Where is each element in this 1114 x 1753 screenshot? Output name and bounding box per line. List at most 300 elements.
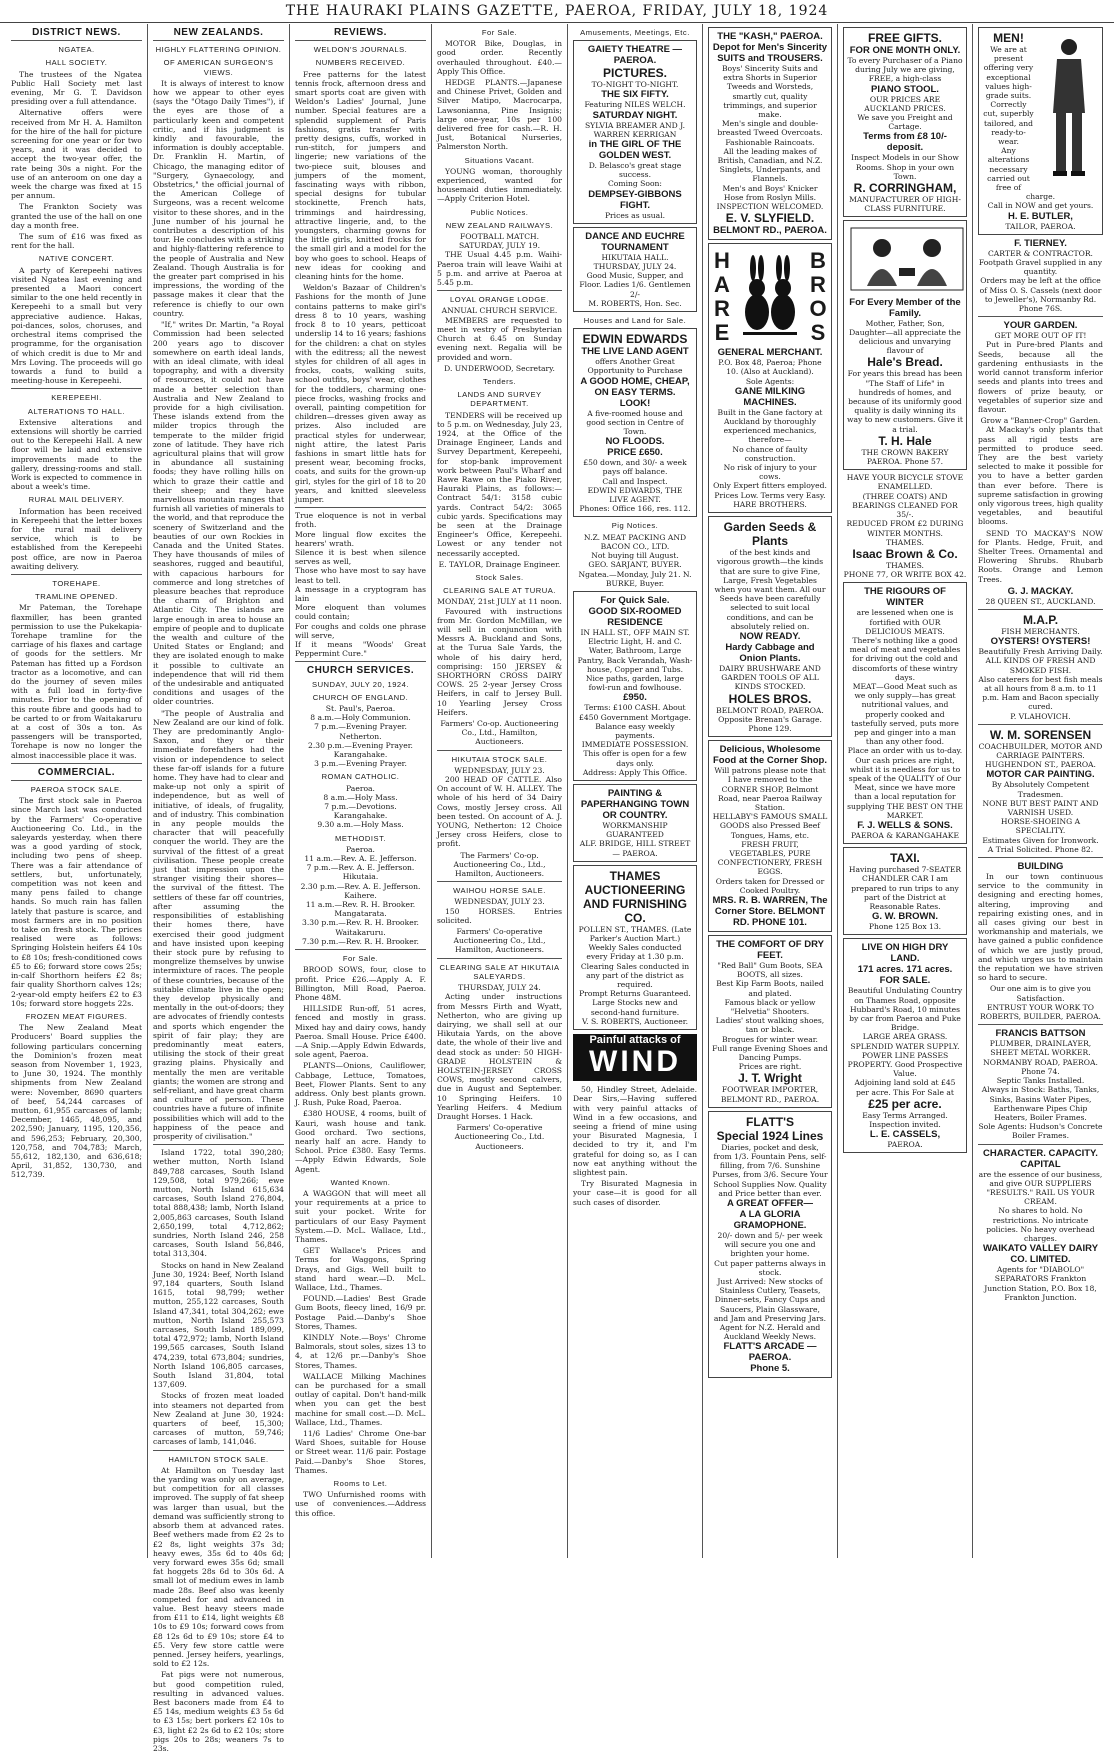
ad-line: MRS. R. B. WARREN, The Corner Store. BELMONT RD. PHONE 101. [712, 894, 828, 928]
ad-line: Good Music, Supper, and Floor. Ladies 1/6. Gentlemen 2/- [579, 271, 691, 299]
service-line: Hikutaia. [342, 872, 379, 882]
ad-line: T. H. Hale [878, 433, 932, 448]
ad-line: Sole Agents: [745, 376, 795, 386]
ad-title: F. TIERNEY. [1014, 237, 1067, 249]
ad-line: SYLVIA BREAMER AND J. WARREN KERRIGAN [584, 120, 685, 139]
ad-line: HOLES BROS. [728, 691, 812, 706]
ad-line: This offer is open for a few days only. [583, 749, 687, 768]
column-amusements [568, 24, 703, 1558]
notice-title: NEW ZEALAND RAILWAYS. [445, 220, 554, 230]
land-sale-ad [843, 938, 967, 1153]
notice-subtitle: ANNUAL CHURCH SERVICE. [441, 306, 558, 316]
classified-ad: HEDGE PLANTS.—Japanese and Chinese Privet, Golden and Silver Matipo, Macrocarpa, Lawsonianna, Pine Insignis; large one-year, 10s per 100 delivered free for cash.—R. H. Just, Botanical Nurseries, Palmerston North. [437, 78, 562, 152]
ad-line: DEMPSEY-GIBBONS FIGHT. [588, 188, 682, 211]
ad-line: Coming Soon: [608, 179, 662, 189]
ad-line: Call and Inspect. [602, 476, 668, 486]
ad-line: N.Z. MEAT PACKING AND BACON CO., LTD. [583, 532, 687, 551]
paragraph: Fat pigs were not numerous, but good competition ruled, resulting in advanced values. Best baconers made from £4 to £5 14s, medium weights £3 5s 6d to £3 15s; bert porkers £2 10s to £3, light £2 2s 6d to £2 10s; store pigs 20s to 28s; weaners 7s to 23s. [153, 1670, 284, 1753]
verse-line: More eloquent than volumes could contain; [295, 603, 426, 622]
ad-subtitle: FOR ONE MONTH ONLY. [849, 45, 961, 56]
ad-line: There's nothing like a good meal of meat and vegetables for driving out the cold and discomforts of these wintry days. [849, 635, 961, 682]
ad-line: Phone 5. [750, 1363, 790, 1375]
notice-body: Acting under instructions from Messrs Firth and Wyatt, Netherton, who are giving up dairying, we shall sell at our Hikutaia Yards, on the above date, the whole of their live and dead stock as under: 50 HIGH-GRADE HOLSTEIN & HOLSTEIN-JERSEY CROSS COWS, mostly second calvers, due in August and September. 10 Springing Heifers. 10 Yearling Heifers. 4 Medium Draught Horses. 1 Hack. [437, 992, 562, 1121]
ad-line: TAILOR, PAEROA. [1005, 221, 1076, 231]
classified-ad: BROOD SOWS, four, close to profit. Price £26.—Apply A. F. Billington, Mill Road, Paeroa. Phone 48M. [295, 965, 426, 1002]
ad-title: GAIETY THEATRE — PAEROA. [587, 44, 683, 67]
paragraph: "The people of Australia and New Zealand are our kind of folk. They are predominantly Anglo-Saxon, and they or their immediate forefathers had the vision or independence to select these far-off islands for a future home. They have had to clear and make-up not only a spirit of independence, but as well of initiative, of ideals, of frugality, and of industry. This combination in any people moulds the character that will peacefully conquer the world. They are the survival of the fittest of a great civilisation. These people create just that impression upon the stranger visiting their shores—the survival of the fittest. The settlers of these far off countries, after assuming the responsibilities of establishing their homes there, have exercised their good judgment and have insisted upon keeping their stock pure by refusing to mongrelize themselves by unwise intermixture of races. The people of these countries, because of the suitable climate live in the open; they develop physically and mentally in the out-of-doors; they are advocates of friendly contests and sports which engender the spirit of fair play; they are predominantly meat eaters, utilising the stock of their great grazing plains. Physically and mentally the men are veritable giants; the women are strong and self-reliant, and have great charm and culture of person. These countries have a future of infinite possibilities which will add to the happiness of the peace and prosperity of civilisation." [153, 708, 284, 1141]
classified-heading: Tenders. [482, 376, 517, 386]
ad-line: Any alterations necessary carried out free of charge. [987, 146, 1056, 202]
verse-line: If it means "Woods' Great Peppermint Cure." [295, 640, 426, 659]
ad-line: P.O. Box 48, Paeroa; Phone 10. (Also at Auckland). [718, 358, 822, 377]
ad-line: Men's single and double-breasted Tweed Overcoats. Fashionable Raincoats. [717, 119, 823, 147]
ad-line: of the best kinds and vigorous growth—the kinds that are sure to give Fine, Large, Fresh Vegetables when you want them. All our Seeds have been carefully selected to suit local conditions, and can be absolutely relied on. [714, 548, 826, 631]
ad-title: TAXI. [890, 851, 920, 866]
ad-line: G. J. MACKAY. [1007, 585, 1074, 597]
quick-sale-ad [573, 591, 697, 781]
paragraph: The New Zealand Meat Producers' Board supplies the following particulars concerning the Dominion's frozen meat season from November 1, 1923, to June 30, 1924. The monthly shipments from New Zealand were: November, 8690 quarters of beef, 54,244 carcases of mutton, 61,955 carcases of lamb; December, 1465, 48,095, and 202,590; January, 1195, 120,356, and 596,253; February, 20,300, 120,758, and 704,783; March, 55,612, 182,130, and 636,618; April, 31,852, 130,730, and 512,739. [11, 1023, 142, 1180]
service-date: SUNDAY, JULY 20, 1924. [312, 679, 409, 689]
paragraph: Mr Pateman, the Torehape flaxmiller, has been granted permission to use the Pukekapia-Torehape tramline for the carriage of his flaxes and cartage of goods for the settlers. Mr Pateman has fitted up a Fordson tractor as a locomotive, and can do the journey of seven miles with a full load in forty-five minutes. Prior to the opening of this route fibre and goods had to be carted to or from Waitakaruru at a cost of 30s a ton. As passengers will be transported, Torehape is now no longer the almost inaccessible place it was. [11, 603, 142, 760]
ad-line: 171 acres. 171 acres. [857, 964, 953, 976]
ad-title: FRANCIS BATTSON [995, 1028, 1086, 1040]
column-merchants [703, 24, 838, 1558]
ad-title: EDWIN EDWARDS [582, 332, 688, 347]
ad-line: Prices Low. Terms very Easy. [714, 490, 826, 500]
service-line: Waitakaruru. [335, 927, 386, 937]
ad-line: THURSDAY, JULY 24. [593, 262, 677, 272]
classified-heading: For Sale. [481, 28, 518, 37]
service-line: Paeroa. [346, 844, 375, 854]
free-gifts-ad [843, 27, 967, 217]
notice-date: THURSDAY, JULY 24. [458, 983, 541, 993]
service-line: 3 p.m.—Evening Prayer. [314, 759, 407, 769]
ad-line: Prices are right. [738, 1062, 802, 1072]
paragraph: Island 1722, total 390,280; wether mutton, North Island 849,788 carcases, South Island 129,508, total 979,266; ewe mutton, North Island 615,634 carcases, South Island 276,804, total 888,438; lamb, North Island 2,005,863 carcases, South Island 2,650,199, total 4,712,862; sundries, North Island 246, 258 carcases, South Island 56,846, total 313,304. [153, 1148, 284, 1259]
notice-body: 200 HEAD OF CATTLE. Also On account of W. H. ALLEY. The whole of his herd of 34 Dairy Cows, mostly Jersey cross. All been tested. On account of A. J. YOUNG, Netherton: 12 Choice Jersey cross Heifers, close to profit. [437, 775, 562, 849]
ad-line: WAIKATO VALLEY DAIRY CO. LIMITED. [982, 1243, 1099, 1266]
ad-line: Phone 125 Box 13. [868, 922, 942, 932]
ad-line: A five-roomed house and good section in Centre of Town. [586, 408, 684, 437]
ad-line: A GREAT OFFER— [726, 1198, 814, 1210]
ad-line: Diaries, pocket and desk, from 1/3. Fountain Pens, self-filling, from 7/6. Sunshine Purses, from 3/6. Secure Your School Supplies Now. Quality and Price better than ever. [712, 1142, 828, 1198]
ad-headline: PICTURES. [602, 66, 667, 81]
notice-date: SATURDAY, JULY 19. [458, 241, 541, 251]
classified-heading: Houses and Land for Sale. [583, 316, 687, 326]
ad-line: £50 down, and 30/- a week pays off balance. [583, 458, 687, 477]
notice-title: CLEARING SALE AT HIKUTAIA SALEYARDS. [439, 962, 560, 981]
ad-line: are lessened when one is fortified with OUR DELICIOUS MEATS. [856, 608, 954, 636]
ad-line: Our one aim is to give you Satisfaction. [989, 984, 1092, 1003]
paragraph: The sum of £16 was fixed as rent for the hall. [11, 232, 142, 251]
ad-line: "Red Ball" Gum Boots, SEA BOOTS, all sizes. [717, 960, 823, 980]
ad-line: INSPECTION WELCOMED. [716, 202, 824, 212]
ad-title: For Every Member of the Family. [849, 296, 961, 319]
ad-title: FREE GIFTS. [867, 31, 942, 45]
service-line: St. Paul's, Paeroa. [325, 704, 396, 714]
paragraph: "If," writes Dr. Martin, "a Royal Commission had been selected 200 years ago to discover somewhere on earth ideal lands, with an ideal climate, with ideal topography, and with a diversity of resources, it could not have made a better selection than Australia and New Zealand to provide for a high civilisation. These islands extend from the milder tropics through the temperate to the milder frigid zone of latitude. They have rich agricultural plains that will grow in abundance all sustaining foods; they have rolling hills on which to graze their cattle and their sheep; and they have marvellous mountain ranges that furnish all varieties of minerals to the world, and that reproduce the scenery of Switzerland and the beauties of our own Rockies in Canada and the United States. They have thousands of miles of seashores, rugged and beautiful, with capacious harbours for commerce and long stretches of pleasure beaches that reproduce the charm of Brighton and Atlantic City. The islands are large enough in area to house an empire of people and to duplicate the wealth and culture of the United States or England; and they are isolated enough to make it possible to cultivate an independence that will rid them of the undesirable and antiquated conditions and usages of the older countries. [153, 320, 284, 707]
subheading: FROZEN MEAT FIGURES. [25, 1011, 128, 1021]
column-new-zealands [148, 24, 290, 1753]
ad-line: A GOOD HOME, CHEAP, ON EASY TERMS. [580, 375, 690, 398]
ad-line: £25 per acre. [868, 1096, 942, 1111]
ad-line: FOOTWEAR IMPORTER, BELMONT RD., PAEROA. [720, 1085, 820, 1104]
masthead: THE HAURAKI PLAINS GAZETTE, PAEROA, FRIDAY, JULY 18, 1924 [0, 0, 1114, 23]
ad-line: HAVE YOUR BICYCLE STOVE ENAMELLED. [846, 473, 964, 492]
ad-line: NO FLOODS. [605, 436, 665, 448]
ad-line: Featuring NILES WELCH. [584, 100, 686, 110]
notice-title: LOYAL ORANGE LODGE. [450, 295, 549, 305]
subheading: PAEROA STOCK SALE. [30, 785, 123, 795]
verse-line: True eloquence is not in verbal froth. [295, 511, 426, 530]
notice-signature: E. TAYLOR, Drainage Engineer. [438, 559, 561, 569]
classified-ad: TWO Unfurnished rooms with use of conveniences.—Address this office. [295, 1490, 426, 1518]
ad-line: EDWIN EDWARDS, THE LIVE AGENT. [587, 485, 683, 505]
service-line: Kaihere. [344, 890, 377, 900]
ad-line: 20/- down and 5/- per week will secure you one and brighten your home. [717, 1231, 823, 1259]
ad-line: GANE MILKING MACHINES. [734, 385, 806, 408]
denomination: CHURCH OF ENGLAND. [312, 692, 409, 702]
ad-line: M. ROBERTS, Hon. Sec. [588, 298, 682, 308]
classified-ad: FOUND.—Ladies' Best Grade Gum Boots, fleecy lined, 16/9 pr. Postage Paid.—Danby's Shoe Stores, Thames. [295, 1294, 426, 1331]
ad-line: D. Belasco's great stage success. [588, 161, 682, 180]
ad-line: Agent for N.Z. Herald and Auckland Weekly News. [719, 1323, 821, 1342]
service-line: 2.30 p.m.—Rev. A. E. Jefferson. [300, 881, 421, 891]
ad-line: ALL KINDS OF FRESH AND SMOKED FISH. [985, 656, 1096, 675]
notice-signature: D. UNDERWOOD, Secretary. [444, 363, 555, 373]
ad-line: MOTOR CAR PAINTING. [986, 769, 1095, 781]
paragraph: It is always of interest to know how we appear to other eyes (says the "Otago Daily Times"), if the eyes are those of a particularly keen and competent critic, and if his judgment is kindly and favourable, the information is doubly acceptable. Dr. Franklin H. Martin, of Chicago, the managing editor of "Surgery, Gynaecology, and Obstetrics," the official journal of the American College of Surgeons, was a recent welcome visitor to these shores, and in the June number of his journal he contributes a description of his tour. He concludes with a striking and highly-flattering reference to the people of Australia and New Zealand. Though Australia is for the greater part comprised in his impressions, the wording of the passage makes it clear that the reference is chiefly to our own country. [153, 78, 284, 318]
section-heading: CHURCH SERVICES. [306, 665, 415, 677]
subheading: OF AMERICAN SURGEON'S VIEWS. [163, 58, 274, 77]
section-heading: DISTRICT NEWS. [32, 27, 121, 38]
classified-ad: MOTOR Bike, Douglas, in good order. Recently overhauled throughout. £40.—Apply This Office. [437, 39, 562, 76]
subheading: TRAMLINE OPENED. [35, 592, 118, 602]
ad-line: COACHBUILDER, MOTOR AND CARRIAGE PAINTERS. HUGHENDON ST., PAEROA. [978, 741, 1103, 770]
classified-heading: Pig Notices. [611, 521, 659, 531]
classified-ad: GET Wallace's Prices and Terms for Waggons, Spring Drays, and Gigs. Well built to stand hard wear.—D. McL. Wallace, Ltd., Thames. [295, 1246, 426, 1292]
ad-line: £950. [623, 692, 647, 704]
ad-line: We save you Freight and Cartage. [857, 113, 953, 132]
ad-body: Try Bisurated Magnesia in your case—it is good for all such cases of disorder. [573, 1179, 697, 1207]
ad-line: Sole Agents: Hudson's Concrete Boiler Frames. [978, 1122, 1103, 1141]
notice-body: THE Usual 4.45 p.m. Waihi-Paeroa train will leave Waihi at 5 p.m. and arrive at Paeroa at 5.45 p.m. [437, 250, 562, 288]
ad-line: G. W. BROWN. [872, 911, 938, 923]
ad-title: THE COMFORT OF DRY FEET. [716, 938, 824, 961]
ad-line: Septic Tanks Installed. [996, 1076, 1085, 1086]
ad-line: ALF. BRIDGE, HILL STREET — PAEROA. [579, 839, 691, 858]
ad-line: Hale's Bread. [867, 355, 943, 370]
flatts-ad [708, 1111, 832, 1379]
ad-line: V. S. ROBERTS, Auctioneer. [582, 1016, 688, 1026]
ad-line: Place an order with us to-day. Our cash prices are right, whilst it is needless for us to speak of the QUALITY of Our Meat, since we have more than a local reputation for supplying THE BEST ON THE MARKET. [847, 746, 963, 820]
ad-line: P. VLAHOVICH. [1010, 711, 1071, 721]
ad-title: W. M. SORENSEN [989, 727, 1092, 742]
notice-date: WEDNESDAY, JULY 23. [454, 765, 545, 775]
ad-subtitle: Special 1924 Lines [716, 1128, 824, 1143]
ad-title: Isaac Brown & Co. [852, 546, 958, 561]
ad-line: FISH MERCHANTS. [1001, 626, 1080, 636]
ad-line: A LA GLORIA GRAMOPHONE. [733, 1209, 807, 1232]
ad-line: in THE GIRL OF THE GOLDEN WEST. [588, 139, 682, 162]
ad-line: Prompt Returns Guaranteed. [579, 989, 691, 999]
subheading: HIGHLY FLATTERING OPINION. [155, 45, 282, 55]
service-line: 8 a.m.—Holy Communion. [310, 713, 411, 723]
ad-line: BELMONT RD., PAEROA. [713, 225, 827, 237]
ad-title: FLATT'S [746, 1114, 794, 1129]
service-line: 11 a.m.—Rev. A. E. Jefferson. [304, 854, 417, 864]
ad-line: WORKMANSHIP GUARANTEED [602, 820, 668, 840]
classified-heading: Wanted Known. [330, 1177, 391, 1187]
holes-bros-ad [708, 516, 832, 737]
subheading: TOREHAPE. [52, 578, 101, 588]
ad-line: Weekly Sales conducted every Friday at 1.30 p.m. [586, 943, 684, 962]
ad-line: Call in NOW and get yours. [987, 201, 1094, 211]
ad-line: GOOD SIX-ROOMED RESIDENCE [588, 605, 682, 628]
ad-title: DANCE AND EUCHRE TOURNAMENT [585, 230, 685, 253]
paragraph: At Hamilton on Tuesday last the yarding was only on average, but competition for all classes improved. The supply of fat sheep was larger than usual, but the demand was sufficiently strong to absorb them at advanced rates. Beef wethers made from £2 2s to £2 8s, light weights 37s 3d; heavy ewes, 35s 6d to 40s 6d; very forward ewes 35s 6d; small fat hoggets 28s 6d to 30s 6d. A small lot of medium ewes in lamb made 28s. Beef also was keenly competed for and advanced in value. Best heavy steers made from £11 to £14, light weights £8 10s to £9 10s; forward cows from £8 12s 6d to £9 10s; store £4 to £5. Very few store cattle were penned. Jersey heifers, yearlings, sold to £2 12s. [153, 1465, 284, 1669]
ad-line: Just Arrived: New stocks of Stainless Cutlery, Teasets, Dinner-sets, Fancy Cups and Saucers, Plain Glassware, and Jam and Preserving Jars. [713, 1277, 827, 1323]
ad-line: OYSTERS! OYSTERS! [990, 636, 1091, 648]
ad-line: By Absolutely Competent Tradesmen. [991, 780, 1090, 799]
classified-ad: PLANTS—Onions, Cauliflower, Cabbage, Lettuce, Tomatoes, Beet, Flower Plants. Sent to any address. Only best plants grown. J. Rush, Puke Road, Paeroa. [295, 1061, 426, 1108]
ad-title: For Quick Sale. [600, 594, 670, 606]
ad-line: Brogues for winter wear. [722, 1034, 818, 1044]
ad-line: Will patrons please note that I have removed to the CORNER SHOP, Belmont Road, near Paeroa Railway Station. [714, 766, 826, 812]
notice-body: Favoured with instructions from Mr. Gordon McMillan, we will sell in conjunction with Messrs A. Buckland and Sons, at the Turua Sale Yards, the whole of his dairy herd, comprising: 150 JERSEY & SHORTHORN CROSS DAIRY COWS. 25 2-year Jersey Cross Heifers, in calf to Jersey Bull. 10 Yearling Jersey Cross Heifers. [437, 606, 562, 717]
notice-title: HIKUTAIA STOCK SALE. [451, 754, 548, 764]
ad-line: Terms: £100 CASH. About £450 Government Mortgage. Balance easy weekly payments. [579, 703, 691, 740]
ad-line: FRESH FRUIT, VEGETABLES, PURE CONFECTIONERY, FRESH EGGS. [717, 839, 823, 877]
classified-ad: 11/6 Ladies' Chrome One-bar Ward Shoes, suitable for House or Street wear. 11/6 pair. Postage Paid.—Danby's Shoe Stores, Thames. [295, 1429, 426, 1475]
ad-title: PAINTING & PAPERHANGING TOWN OR COUNTRY. [580, 787, 690, 821]
notice-date: WEDNESDAY, JULY 23. [454, 897, 545, 907]
service-line: 7 p.m.—Devotions. [324, 802, 397, 812]
notice-signature: Farmers' Co-operative Auctioneering Co., Ltd. Auctioneers. [454, 1123, 545, 1151]
service-line: 7.30 p.m.—Rev. R. H. Brooker. [302, 936, 419, 946]
ad-line: Adjoining land sold at £45 per acre. This For Sale at [854, 1078, 956, 1097]
kash-ad [708, 27, 832, 240]
notice-body: TENDERS will be received up to 5 p.m. on Wednesday, July 23, 1924, at the Office of the Drainage Engineer, Lands and Survey Department, Kerepeehi, for stop-bank improvement work between Paul's Wharf and Rawe Rawe on the Piako River, Hauraki Plains, as follows:— Contract 54/1: 3158 cubic yards. Contract 54/2: 3065 cubic yards. Specifications may be seen at the Drainage Engineer's Office, Kerepeehi. Lowest or any tender not necessarily accepted. [437, 410, 562, 558]
gentleman-illustration [1039, 33, 1099, 183]
ad-line: Terms from £8 10/- deposit. [863, 131, 947, 154]
painting-ad [573, 784, 697, 862]
ad-line: Address: Apply This Office. [582, 767, 688, 777]
ad-line: Large Stocks new and second-hand furniture. [590, 998, 680, 1017]
ad-line: MANUFACTURER OF HIGH-CLASS FURNITURE. [849, 195, 961, 214]
ad-line: HIKUTAIA HALL. [601, 252, 669, 262]
ad-line: J. T. Wright [738, 1071, 802, 1086]
verse-line: Silence it is best when silence serves as well, [295, 547, 426, 567]
paragraph: Alternative offers were received from Mr H. A. Hamilton for the hire of the hall for picture screening for one year or for two years, and it was decided to accept the two-year offer, the rate being 30s a night. For the use of an anteroom on one day a week the charge was fixed at 15 per annum. [11, 108, 142, 201]
ad-line: Prices as usual. [604, 210, 666, 220]
notice-date: MONDAY, 21st JULY at 11 noon. [437, 597, 562, 607]
column-district-news [6, 24, 148, 1558]
ad-subtitle: Depot for Men's Sincerity SUITS and TROUSERS. [712, 42, 828, 64]
notice-title: LANDS AND SURVEY DEPARTMENT. [457, 390, 542, 409]
section-heading: REVIEWS. [334, 27, 387, 38]
ad-line: GENERAL MERCHANT. [717, 347, 823, 359]
ad-line: H. E. BUTLER, [1008, 210, 1073, 222]
service-line: 8 a.m.—Holy Mass. [323, 792, 398, 802]
paragraph: The trustees of the Ngatea Public Hall Society met last evening, Mr G. T. Davidson presiding over a full attendance. [11, 69, 142, 107]
ad-title: YOUR GARDEN. [1003, 320, 1078, 332]
ad-body: At Mackay's only plants that pass all rigid tests are permitted to produce seed. They are the best variety selected to make it possible for you to have a better garden than ever before. There is supreme satisfaction in growing only vigorous trees, high quality vegetables, and beautiful blooms. [978, 425, 1103, 527]
ad-line: SATURDAY NIGHT. [592, 109, 678, 121]
subheading: NUMBERS RECEIVED. [315, 58, 406, 68]
hare-bros-ad [708, 243, 832, 513]
subheading: HALL SOCIETY. [45, 58, 108, 68]
notice-signature: The Farmers' Co-op. Auctioneering Co., Ltd., Hamilton, Auctioneers. [453, 850, 546, 879]
ad-line: CARTER & CONTRACTOR. [988, 248, 1093, 258]
notice-signature: Farmers' Co-operative Auctioneering Co., Ltd., Hamilton, Auctioneers. [453, 927, 546, 955]
column-classifieds [432, 24, 568, 1558]
ad-line: Ladies' stout walking shoes, tan or black. [715, 1016, 825, 1035]
ad-line: L. E. CASSELS, [869, 1129, 941, 1141]
ad-line: THAMES. [886, 560, 924, 570]
ad-line: Boys' Sincerity Suits and extra Shorts in Superior Tweeds and Worsteds, smartly cut, quality trimmings, and superior make. [721, 64, 819, 120]
ad-line: Best Kip Farm Boots, nailed and plated. [716, 979, 824, 998]
ad-line: Also caterers for best fish meals at all hours from 8 a.m. to 11 p.m. Ham and Bacon specially cured. [978, 674, 1103, 712]
ad-line: Orders may be left at the office of Miss O. S. Cassels (next door to Jeweller's), Normanby Rd. Phone 76S. [979, 276, 1102, 314]
ad-line: Footpath Gravel supplied in any quantity. [978, 258, 1103, 277]
ad-line: DAIRY BRUSHWARE AND GARDEN TOOLS OF ALL KINDS STOCKED. [719, 663, 821, 692]
paragraph: Information has been received in Kerepeehi that the letter boxes for the rural mail delivery service, which is to be established from the Kerepeehi post office, are now in Paeroa awaiting delivery. [11, 506, 142, 571]
ad-line: Ngatea.—Monday, July 21. N. BURKE, Buyer. [578, 569, 692, 588]
ad-body: Put in Pure-bred Plants and Seeds, because all the gardening enthusiasts in the world cannot transform inferior seeds and plants into trees and flowers of prize beauty, or vegetables of superior size and flavour. [978, 340, 1103, 414]
ad-line: Orders taken for Dressed or Cooked Poultry. [715, 876, 825, 895]
ad-line: We are at present offering very exceptional values high-grade suits. [983, 45, 1034, 101]
subheading: KEREPEEHI. [51, 393, 102, 403]
ad-line: Cut paper patterns always in stock. [714, 1258, 826, 1277]
classified-ad: KINDLY Note.—Boys' Chrome Balmorals, stout soles, sizes 13 to 4, at 12/6 pr.—Danby's Shoe Stores, Thames. [295, 1333, 426, 1370]
paragraph: Weldon's Bazaar of Children's Fashions for the month of June contains patterns to make girl's dress 8 to 10 years, washing frock 8 to 10 years, petticoat underslip 14 to 16 years; fashions for the children: a chat on styles with the editress; all the newest styles for children of all ages in frocks, coats, walking suits, school outfits, boys' wear, clothes for the toddlers, charming one-piece frocks, washing frocks and overall, painting competition for children—dresses given away as prizes. Also included are practical styles for underwear, night attire, the latest Paris fashions in smart little hats for present wear, becoming frocks, coats, and suits for the grown-up girl, styles for the girl of 18 to 20 years, and knitted sleeveless jumper. [295, 283, 426, 504]
subheading: RURAL MAIL DELIVERY. [28, 495, 125, 505]
ad-line: No chance of faulty construction. [732, 444, 808, 463]
thames-auction-ad [573, 865, 697, 1030]
hare-vertical-word: HARE [714, 248, 730, 346]
column-tradesmen [973, 24, 1108, 1558]
ad-title: THE RIGOURS OF WINTER [864, 586, 946, 609]
ad-line: Only Expert fitters employed. [713, 481, 827, 491]
classified-ad: WALLACE Milking Machines can be purchased for a small outlay of capital. Don't hand-milk when you can get the best machine for small cost.—D. McL. Wallace, Ltd., Thames. [295, 1371, 426, 1427]
ad-line: Electric Light, H. and C. Water, Bathroom, Large Pantry, Back Verandah, Wash-house, Copper and Tubs. Nice paths, garden, large fowl-run and fowlhouse. [577, 637, 693, 693]
ad-line: PAEROA & KARANGAHAKE [850, 830, 960, 840]
butler-tailor-ad [978, 27, 1103, 235]
service-line: Mangatarata. [334, 909, 387, 919]
ad-line: Mother, Father, Son, Daughter—all appreciate the delicious and unvarying flavour of [849, 318, 961, 356]
ad-line: Not buying till August. [591, 551, 679, 561]
ad-line: REDUCED FROM £2 DURING WINTER MONTHS. [846, 519, 964, 538]
ad-line: BELMONT ROAD, PAEROA. Opposite Brenan's Garage. Phone 129. [716, 705, 824, 733]
ad-line: ENTRUST YOUR WORK TO ROBERTS, BUILDER, PAEROA. [980, 1002, 1101, 1022]
ad-line: LARGE AREA GRASS. SPLENDID WATER SUPPLY. POWER LINE PASSES PROPERTY. Good Prospective Value. [847, 1032, 963, 1079]
classified-ad: HILLSIDE Run-off, 51 acres, fenced and mostly in grass. Mixed hay and dairy cows, handy Paeroa. Small House. Price £400.—A Snip.—Apply Edwin Edwards, sole agent, Paeroa. [295, 1004, 426, 1060]
ad-line: Having purchased 7-SEATER CHANDLER CAR I am prepared to run trips to any part of the District at Reasonable Rates. [848, 865, 962, 911]
subheading: ALTERATIONS TO HALL. [27, 406, 126, 416]
family-illustration [847, 224, 967, 294]
subheading: NGATEA. [58, 45, 95, 55]
notice-body: 150 HORSES. Entries solicited. [437, 906, 562, 925]
column-reviews [290, 24, 432, 1558]
ad-body: In our town continuous service to the community in designing and erecting homes, altering, improving and repairing existing ones, and in all cases giving our best in workmanship and materials, we have gained a public confidence of which we are justly proud, and which urges us to maintain the reputation we have striven so hard to secure. [978, 872, 1103, 983]
ad-line: Clearing Sales conducted in any part of the district as required. [580, 961, 690, 989]
ad-line: F. J. WELLS & SONS. [857, 819, 953, 831]
classified-ad: £380 HOUSE, 4 rooms, built of Kauri, wash house and tank. Good orchard. Two sections, nearly half an acre. Handy to School. Price £380. Easy Terms.—Apply Edwin Edwards, Sole Agent. [295, 1109, 426, 1174]
service-line: 2.30 p.m.—Evening Prayer. [308, 740, 413, 750]
ad-line: OUR PRICES ARE AUCKLAND PRICES. [864, 94, 946, 113]
ad-body: 50, Hindley Street, Adelaide. Dear Sirs,—Having suffered with very painful attacks of Wind in a few occasions, and seeing a friend of mine using your Bisurated Magnesia, I decided to try it, and I'm grateful for doing so, as I can now eat anything without the slightest pain. [573, 1085, 697, 1178]
ad-line: Estimates Given for Ironwork. [982, 835, 1099, 845]
ad-line: Easy Terms Arranged. [862, 1110, 948, 1120]
ad-line: R. CORRINGHAM, [853, 181, 957, 196]
paragraph: Extensive alterations and extensions will shortly be carried out to the Kerepeehi Hall. A new floor will be laid and extensive improvements made to the gallery, dressing-rooms and stall. Work is expected to commence in about a week's time. [11, 417, 142, 492]
ad-line: For years this bread has been "The Staff of Life" in hundreds of homes, and because of its uniformly good quality is daily winning its way to new customers. Give it a trial. [847, 369, 963, 434]
ad-line: Beautiful Undulating Country on Thames Road, opposite Hubbard's Road, 10 minutes by car from Paeroa and Puke Bridge. [847, 986, 963, 1033]
notice-subtitle: FOOTBALL MATCH. [459, 232, 540, 242]
classified-heading: Situations Vacant. [464, 155, 535, 165]
wind-remedy-ad [573, 1034, 697, 1081]
ad-line: All the leading makes of British, Canadian, and N.Z. Singlets, Underpants, and Flannels. [717, 146, 823, 184]
ad-line: offers Another Great Opportunity to Purchase [587, 357, 683, 376]
ad-line: NONE BUT BEST PAINT AND VARNISH USED. [982, 798, 1099, 818]
verse-line: A message in a cryptogram has lain [295, 584, 426, 603]
notice-body: MEMBERS are requested to meet in vestry of Presbyterian Church at 6.45 on Sunday evening next. Regalia will be provided and worn. [437, 315, 562, 362]
ad-title: Delicious, Wholesome Food at the Corner Shop. [713, 744, 827, 767]
ad-line: IN HALL ST., OFF MAIN ST. [580, 627, 690, 637]
ad-line: are the essence of our business, and give OUR SUPPLIERS "RESULTS." RAIL US YOUR CREAM. [978, 1169, 1103, 1207]
column-shops [838, 24, 973, 1558]
paragraph: Free patterns for the latest tennis frock, afternoon dress and smart sports coat are given with Weldon's Ladies' Journal, June number. Special features are a splendid supplement of Paris fashions, gratis transfer with pretty designs, cuffs, worked in run-stitch, for jumpers and lingerie; new variations of the two-piece suit, blouses and jumpers of the moment, fascinating ways with ribbon, special designs for tubular stockinette, French hats, trimmings and hairdressing, attractive lingerie, and, to the youngsters, charming gowns for the little girls, knitted frocks for the small girl and a model for the boy who goes to school. Heaps of new ideas for cooking and cleaning hints for the home. [295, 69, 426, 282]
subheading: HAMILTON STOCK SALE. [168, 1454, 269, 1464]
ad-line: Full range Evening Shoes and Dancing Pumps. [712, 1043, 828, 1063]
taxi-ad [843, 847, 967, 935]
corner-shop-ad [708, 740, 832, 932]
ad-title: THAMES AUCTIONEERING AND FURNISHING CO. [583, 868, 687, 925]
ad-line: FOR SALE. [879, 975, 931, 987]
ad-line: THAMES. [886, 537, 924, 547]
section-heading: COMMERCIAL. [37, 766, 116, 778]
ad-title: THE "KASH," PAEROA. [717, 31, 823, 42]
ad-line: Grow a "Banner-Crop" Garden. [980, 416, 1101, 426]
notice-title: WAIHOU HORSE SALE. [453, 886, 546, 896]
ad-line: Always in Stock: Baths, Tanks, Sinks, Basins Water Pipes, Earthenware Pipes Chip Heaters, Boiler Frames. [981, 1085, 1100, 1122]
verse-line: For coughs and colds one phrase will serve, [295, 621, 426, 640]
ad-line: LOOK! [619, 397, 651, 409]
paragraph: The Frankton Society was granted the use of the hall on one day a month free. [11, 202, 142, 230]
ad-title: M.A.P. [1022, 612, 1059, 627]
ad-line: POLLEN ST., THAMES. (Late Parker's Auction Mart.) [578, 924, 692, 943]
classified-heading: Rooms to Let. [333, 1479, 388, 1489]
paragraph: The first stock sale in Paeroa since March last was conducted by the Farmers' Co-operative Auctioneering Co. Ltd., in the saleyards yesterday, when there was a good yarding of stock, including two pens of sheep. There was a fair attendance of settlers, but, unfortunately, competition was not keen and many pens failed to change hands. So much rain has fallen lately that pasture is scarce, and most farmers are in no position to take on fresh stock. The prices realised were as follows: Springing Holstein heifers £4 10s to £8 10s; fresh-conditioned cows £5 to £6; forward store cows 25s; in-calf Shorthorn heifers £2 8s; fair quality Shorthorn calves 12s; 2-year-old empty heifers £2 to £3 10s; forward store hoggets 22s. [11, 796, 142, 1008]
service-line: 9.30 a.m.—Holy Mass. [317, 820, 404, 830]
ad-line: No risk of injury to your cows. [723, 463, 817, 482]
notice-title: CLEARING SALE AT TURUA. [443, 586, 556, 596]
ad-line: Famous black or yellow "Helvetia" Shooters. [724, 997, 816, 1016]
ad-line: PAEROA. [887, 1140, 923, 1150]
ad-title: LIVE ON HIGH DRY LAND. [861, 942, 949, 965]
gaiety-theatre-ad [573, 40, 697, 224]
ad-line: E. V. SLYFIELD. [725, 211, 815, 226]
ad-title: CHARACTER. CAPACITY. CAPITAL [983, 1147, 1098, 1170]
ad-headline: Painful attacks of [589, 1034, 681, 1046]
ad-body: SEND TO MACKAY'S NOW for Plants. Hedge, Fruit, and Shelter Trees. Ornamental and Flowering Shrubs. Rhubarb Roots. Orange and Lemon Trees. [978, 528, 1103, 584]
ad-headline: WIND [589, 1045, 681, 1079]
ad-line: Inspect Models in our Show Rooms. Shop in your own Town. [851, 153, 959, 181]
dance-ad [573, 227, 697, 312]
ad-line: Correctly cut, superbly tailored, and ready-to-wear. [983, 100, 1034, 147]
ad-line: FLATT'S ARCADE — PAEROA. [723, 1341, 817, 1364]
